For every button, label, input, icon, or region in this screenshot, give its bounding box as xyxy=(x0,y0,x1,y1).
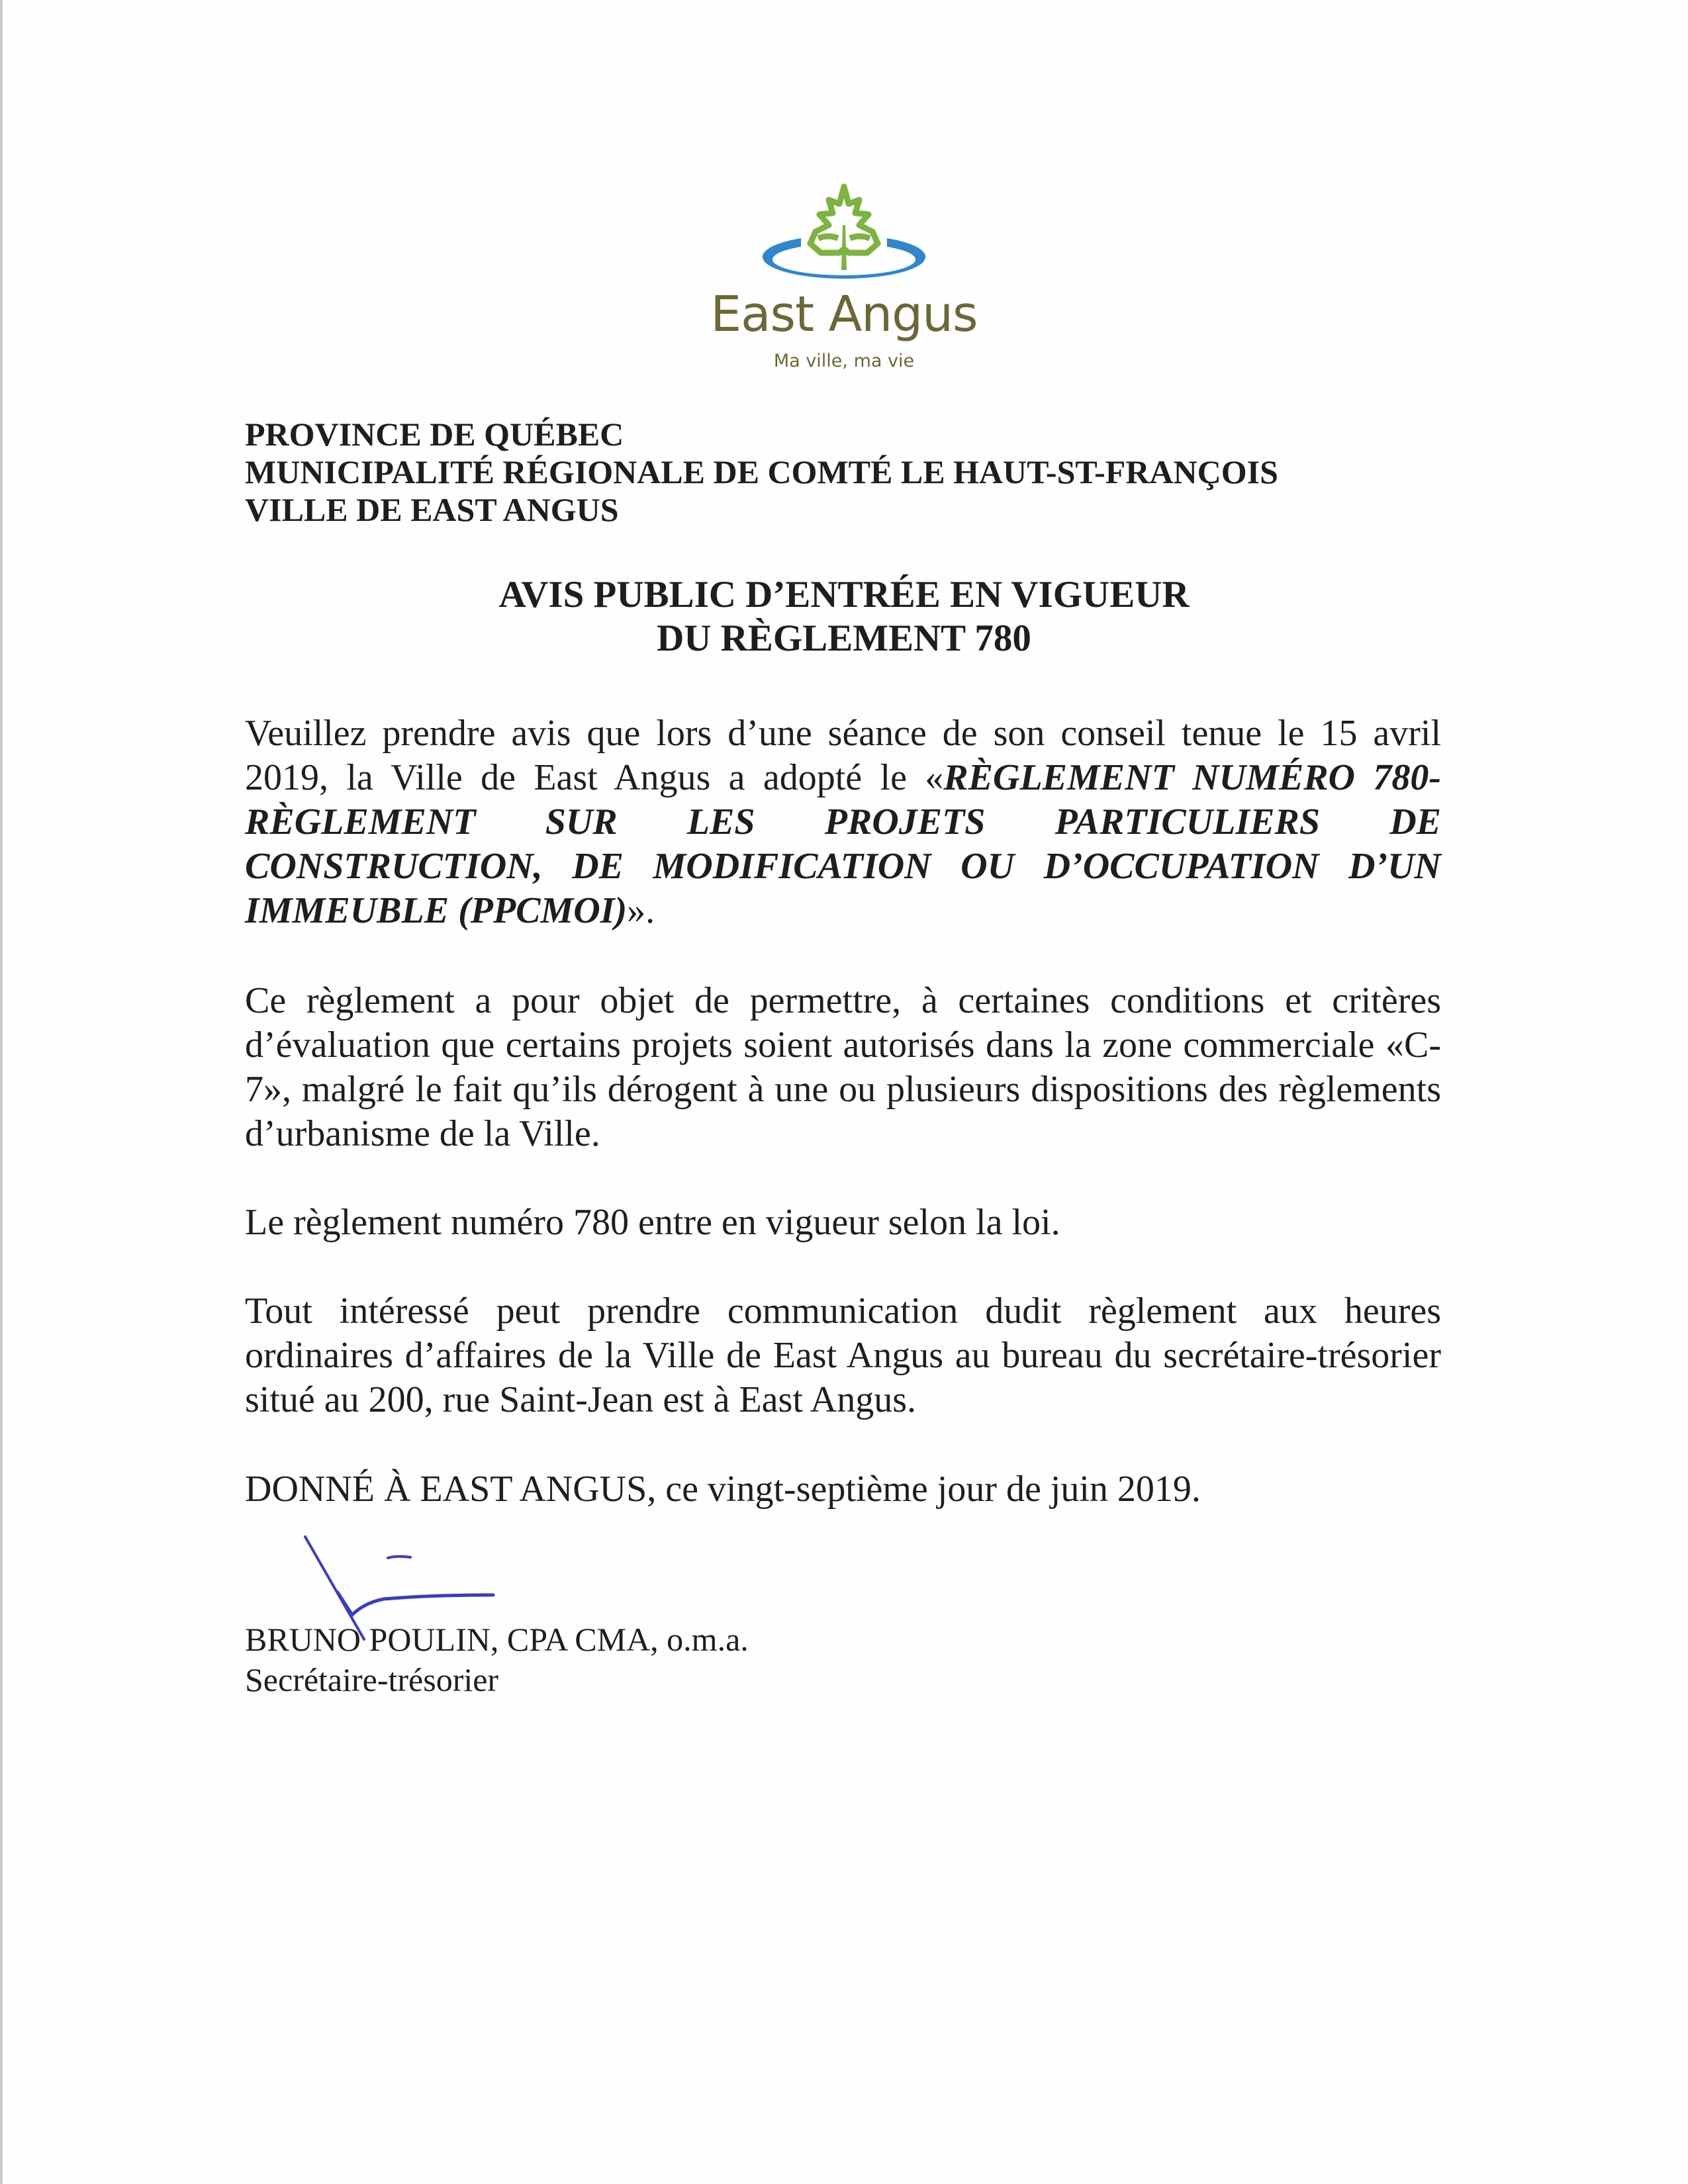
signatory-name: BRUNO POULIN, CPA CMA, o.m.a. xyxy=(245,1621,749,1658)
paragraph-purpose: Ce règlement a pour objet de permettre, à certaines conditions et critères d’évaluation que certains projets soient autorisés dans la zone commerciale «C-7», malgré le fait qu’ils dérogent à une ou plusieurs dispositions des règlements d’urbanisme de la Ville. xyxy=(245,980,1441,1154)
notice-title xyxy=(0,573,1688,660)
tree-water-logo-icon xyxy=(755,179,933,285)
title-line-1: AVIS PUBLIC D’ENTRÉE EN VIGUEUR xyxy=(498,574,1190,615)
paragraph-entry-into-force: Le règlement numéro 780 entre en vigueur selon la loi. xyxy=(245,1202,1060,1243)
jurisdiction-header xyxy=(245,416,1278,529)
logo-wordmark: East Angus xyxy=(710,286,978,343)
paragraph-consultation: Tout intéressé peut prendre communication dudit règlement aux heures ordinaires d’affaires de la Ville de East Angus au bureau du secrétaire-trésorier situé au 200, rue Saint-Jean est à East Angus. xyxy=(245,1291,1441,1420)
adoption-intro: Veuillez prendre avis que lors d’une séance de son conseil tenue le 15 avril 2019, la Ville de East Angus a adopté le « xyxy=(245,713,1441,798)
header-line-mrc: MUNICIPALITÉ RÉGIONALE DE COMTÉ LE HAUT-ST-FRANÇOIS xyxy=(245,453,1278,490)
title-line-2: DU RÈGLEMENT 780 xyxy=(657,617,1031,659)
paragraph-given-at: DONNÉ À EAST ANGUS, ce vingt-septième jour de juin 2019. xyxy=(245,1469,1201,1510)
east-angus-logo xyxy=(715,179,973,377)
logo-tagline: Ma ville, ma vie xyxy=(773,351,915,371)
signatory-title: Secrétaire-trésorier xyxy=(245,1661,499,1698)
paragraph-adoption xyxy=(245,711,1441,933)
regulation-title: RÈGLEMENT NUMÉRO 780- RÈGLEMENT SUR LES PROJETS PARTICULIERS DE CONSTRUCTION, DE MODIFICATION OU D’OCCUPATION D’UN IMMEUBLE (PPCMOI) xyxy=(245,757,1442,931)
adoption-outro: ». xyxy=(627,890,655,931)
header-line-province: PROVINCE DE QUÉBEC xyxy=(245,416,624,453)
header-line-ville: VILLE DE EAST ANGUS xyxy=(245,491,619,528)
